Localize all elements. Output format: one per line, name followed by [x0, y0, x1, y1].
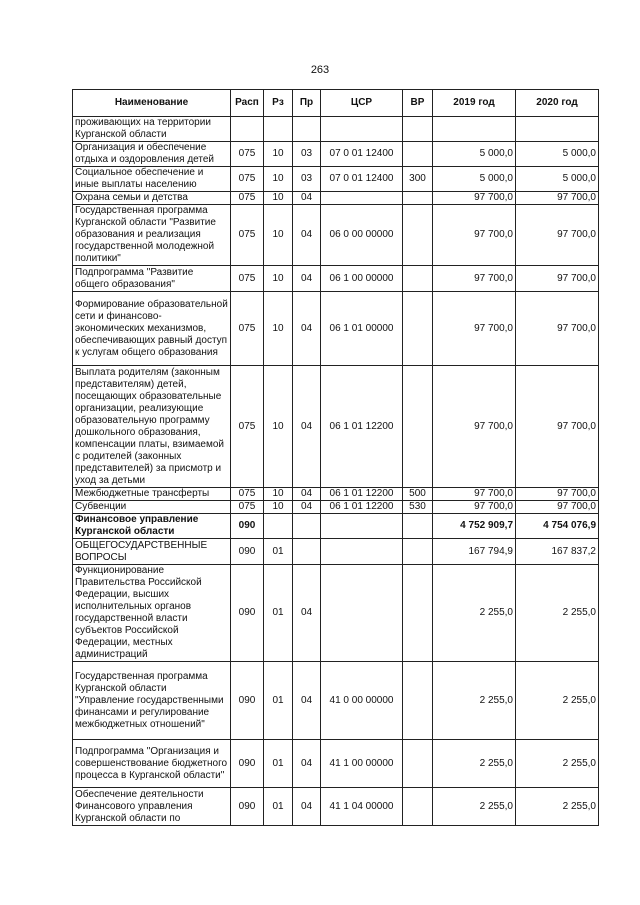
cell-vr	[403, 205, 433, 266]
table-row	[73, 192, 599, 205]
cell-vr	[403, 266, 433, 292]
cell-pr: 04	[293, 788, 321, 826]
cell-2019: 5 000,0	[433, 167, 516, 192]
cell-pr	[293, 514, 321, 539]
cell-rasp: 090	[231, 539, 264, 565]
cell-csr: 06 1 01 00000	[321, 292, 403, 366]
cell-rz: 10	[264, 488, 293, 501]
budget-table	[72, 89, 599, 826]
cell-2020: 167 837,2	[516, 539, 599, 565]
cell-rz: 01	[264, 662, 293, 740]
cell-rz: 10	[264, 205, 293, 266]
cell-name: Финансовое управление Курганской области	[73, 514, 231, 539]
cell-2019: 2 255,0	[433, 740, 516, 788]
cell-2020: 5 000,0	[516, 142, 599, 167]
cell-rz: 01	[264, 740, 293, 788]
cell-rz: 10	[264, 167, 293, 192]
cell-rz: 10	[264, 142, 293, 167]
cell-2020: 97 700,0	[516, 266, 599, 292]
cell-2020: 97 700,0	[516, 501, 599, 514]
cell-csr: 41 0 00 00000	[321, 662, 403, 740]
cell-2019: 167 794,9	[433, 539, 516, 565]
cell-csr: 07 0 01 12400	[321, 167, 403, 192]
cell-name: Государственная программа Курганской области "Управление государственными финансами и регулирование межбюджетных отношений"	[73, 662, 231, 740]
table-row	[73, 142, 599, 167]
cell-name: Субвенции	[73, 501, 231, 514]
cell-vr	[403, 788, 433, 826]
cell-rasp: 090	[231, 662, 264, 740]
table-row	[73, 788, 599, 826]
cell-rasp: 075	[231, 167, 264, 192]
cell-csr: 41 1 00 00000	[321, 740, 403, 788]
cell-csr: 06 1 01 12200	[321, 366, 403, 488]
cell-vr	[403, 117, 433, 142]
cell-2020: 2 255,0	[516, 788, 599, 826]
cell-csr	[321, 565, 403, 662]
cell-pr: 04	[293, 488, 321, 501]
header-csr: ЦСР	[321, 90, 403, 117]
cell-name: проживающих на территории Курганской области	[73, 117, 231, 142]
cell-rasp: 075	[231, 142, 264, 167]
cell-2020: 4 754 076,9	[516, 514, 599, 539]
cell-rz: 01	[264, 788, 293, 826]
cell-2020: 97 700,0	[516, 192, 599, 205]
cell-csr	[321, 192, 403, 205]
cell-2020: 97 700,0	[516, 488, 599, 501]
table-row	[73, 740, 599, 788]
cell-vr	[403, 514, 433, 539]
header-vr: ВР	[403, 90, 433, 117]
cell-rasp: 090	[231, 740, 264, 788]
cell-name: Обеспечение деятельности Финансового управления Курганской области по	[73, 788, 231, 826]
cell-rz: 10	[264, 501, 293, 514]
cell-rz	[264, 514, 293, 539]
cell-2019: 97 700,0	[433, 488, 516, 501]
cell-vr	[403, 565, 433, 662]
table-row	[73, 565, 599, 662]
cell-pr: 04	[293, 366, 321, 488]
cell-csr: 06 1 01 12200	[321, 501, 403, 514]
cell-pr: 04	[293, 501, 321, 514]
cell-name: Государственная программа Курганской области "Развитие образования и реализация государственной молодежной политики"	[73, 205, 231, 266]
cell-pr: 04	[293, 205, 321, 266]
cell-2020: 2 255,0	[516, 740, 599, 788]
cell-csr: 06 0 00 00000	[321, 205, 403, 266]
table-row	[73, 205, 599, 266]
cell-2019	[433, 117, 516, 142]
cell-2020	[516, 117, 599, 142]
table-header-row	[73, 90, 599, 117]
cell-2019: 2 255,0	[433, 565, 516, 662]
cell-vr	[403, 142, 433, 167]
table-row	[73, 117, 599, 142]
cell-name: Формирование образовательной сети и финансово-экономических механизмов, обеспечивающих равный доступ к услугам общего образования	[73, 292, 231, 366]
cell-vr	[403, 539, 433, 565]
cell-2019: 97 700,0	[433, 366, 516, 488]
cell-vr	[403, 366, 433, 488]
cell-name: Подпрограмма "Организация и совершенствование бюджетного процесса в Курганской области"	[73, 740, 231, 788]
cell-pr	[293, 539, 321, 565]
cell-rz: 01	[264, 565, 293, 662]
cell-2019: 97 700,0	[433, 501, 516, 514]
cell-vr	[403, 662, 433, 740]
table-row	[73, 514, 599, 539]
cell-name: ОБЩЕГОСУДАРСТВЕННЫЕ ВОПРОСЫ	[73, 539, 231, 565]
cell-rz: 10	[264, 366, 293, 488]
cell-2019: 97 700,0	[433, 205, 516, 266]
cell-csr	[321, 539, 403, 565]
table-row	[73, 662, 599, 740]
cell-pr	[293, 117, 321, 142]
cell-rasp: 075	[231, 366, 264, 488]
table-row	[73, 266, 599, 292]
cell-name: Выплата родителям (законным представителям) детей, посещающих образовательные организации, реализующие образовательную программу дошкольного образования, компенсации платы, взимаемой с родителей (законных представителей) за присмотр и уход за детьми	[73, 366, 231, 488]
cell-pr: 04	[293, 740, 321, 788]
table-row	[73, 167, 599, 192]
cell-2020: 97 700,0	[516, 366, 599, 488]
table-row	[73, 539, 599, 565]
cell-pr: 04	[293, 192, 321, 205]
cell-name: Охрана семьи и детства	[73, 192, 231, 205]
cell-pr: 03	[293, 167, 321, 192]
header-rasp: Расп	[231, 90, 264, 117]
header-2019: 2019 год	[433, 90, 516, 117]
cell-rasp: 090	[231, 565, 264, 662]
cell-name: Функционирование Правительства Российской Федерации, высших исполнительных органов государственной власти субъектов Российской Федерации, местных администраций	[73, 565, 231, 662]
table-row	[73, 292, 599, 366]
cell-rz: 10	[264, 292, 293, 366]
cell-rasp: 075	[231, 292, 264, 366]
cell-rasp: 090	[231, 514, 264, 539]
cell-2019: 5 000,0	[433, 142, 516, 167]
cell-rasp: 075	[231, 205, 264, 266]
cell-name: Межбюджетные трансферты	[73, 488, 231, 501]
table-row	[73, 366, 599, 488]
cell-2019: 97 700,0	[433, 292, 516, 366]
cell-vr	[403, 292, 433, 366]
cell-pr: 04	[293, 565, 321, 662]
header-pr: Пр	[293, 90, 321, 117]
cell-rasp: 075	[231, 192, 264, 205]
cell-2019: 4 752 909,7	[433, 514, 516, 539]
cell-vr	[403, 740, 433, 788]
header-rz: Рз	[264, 90, 293, 117]
cell-rasp: 075	[231, 488, 264, 501]
cell-vr: 300	[403, 167, 433, 192]
cell-vr: 500	[403, 488, 433, 501]
cell-pr: 04	[293, 266, 321, 292]
cell-vr	[403, 192, 433, 205]
cell-name: Социальное обеспечение и иные выплаты населению	[73, 167, 231, 192]
cell-pr: 03	[293, 142, 321, 167]
cell-vr: 530	[403, 501, 433, 514]
cell-pr: 04	[293, 662, 321, 740]
cell-rasp: 075	[231, 266, 264, 292]
cell-csr: 06 1 01 12200	[321, 488, 403, 501]
cell-csr	[321, 117, 403, 142]
cell-2019: 97 700,0	[433, 266, 516, 292]
cell-name: Подпрограмма "Развитие общего образования"	[73, 266, 231, 292]
page-number: 263	[310, 64, 330, 76]
cell-2020: 5 000,0	[516, 167, 599, 192]
cell-2020: 2 255,0	[516, 662, 599, 740]
header-2020: 2020 год	[516, 90, 599, 117]
cell-pr: 04	[293, 292, 321, 366]
cell-rz: 10	[264, 266, 293, 292]
cell-2019: 97 700,0	[433, 192, 516, 205]
table-row	[73, 488, 599, 501]
cell-name: Организация и обеспечение отдыха и оздоровления детей	[73, 142, 231, 167]
cell-rz: 01	[264, 539, 293, 565]
table-row	[73, 501, 599, 514]
cell-csr: 06 1 00 00000	[321, 266, 403, 292]
cell-rasp: 075	[231, 501, 264, 514]
cell-2020: 97 700,0	[516, 292, 599, 366]
cell-2019: 2 255,0	[433, 788, 516, 826]
cell-2020: 2 255,0	[516, 565, 599, 662]
header-name: Наименование	[73, 90, 231, 117]
cell-csr	[321, 514, 403, 539]
cell-rasp: 090	[231, 788, 264, 826]
cell-2020: 97 700,0	[516, 205, 599, 266]
cell-2019: 2 255,0	[433, 662, 516, 740]
cell-csr: 41 1 04 00000	[321, 788, 403, 826]
cell-rz: 10	[264, 192, 293, 205]
cell-rasp	[231, 117, 264, 142]
cell-csr: 07 0 01 12400	[321, 142, 403, 167]
cell-rz	[264, 117, 293, 142]
